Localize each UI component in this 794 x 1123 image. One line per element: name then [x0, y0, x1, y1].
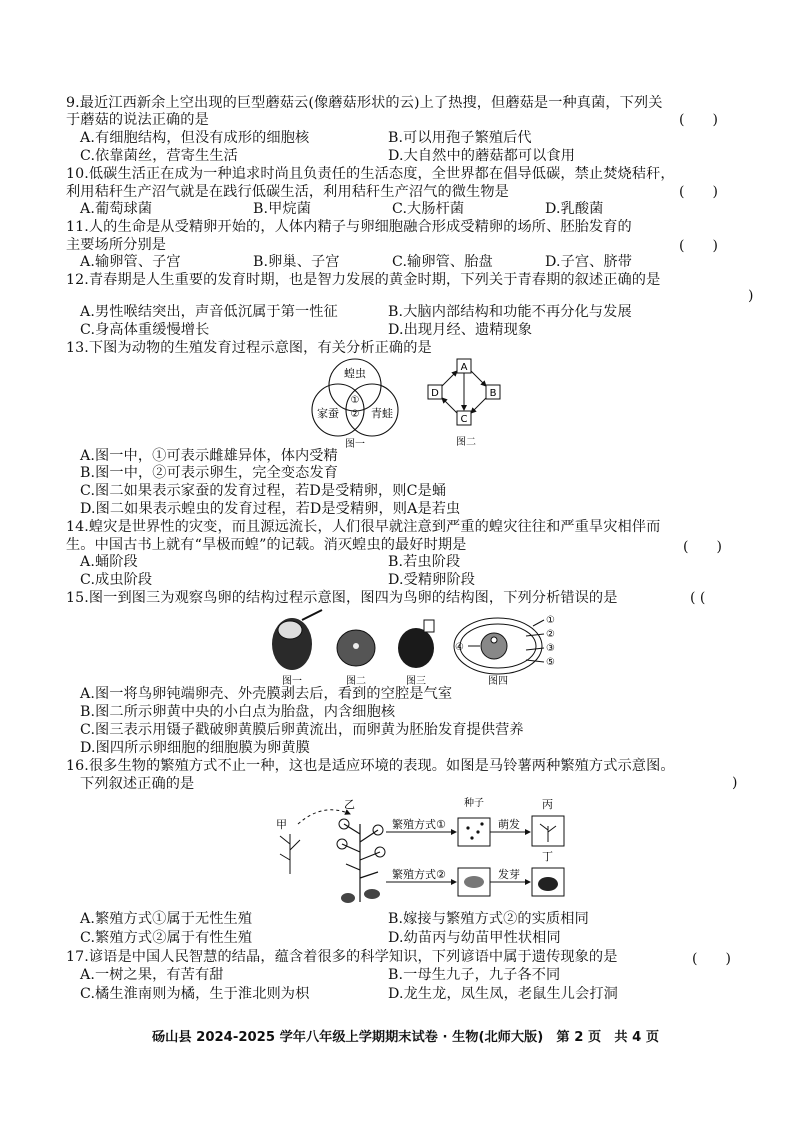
egg-caption-3: 图三 — [406, 676, 426, 687]
q11-option-d: D.子宫、脐带 — [545, 254, 633, 270]
egg-mark-3: ③ — [546, 643, 555, 654]
q11-answer-bracket: ( ) — [679, 238, 718, 254]
q9-option-b: B.可以用孢子繁殖后代 — [388, 130, 532, 146]
ding-sprouted-tuber — [538, 877, 558, 891]
cycle-label-a: A — [460, 362, 468, 373]
q16-stem-line2: 下列叙述正确的是 — [80, 776, 195, 792]
seed-label: 种子 — [464, 798, 484, 809]
q14-option-a: A.蛹阶段 — [80, 554, 138, 570]
potato-tuber-2 — [341, 893, 355, 903]
q9-answer-bracket: ( ) — [679, 112, 718, 128]
q17-option-d: D.龙生龙，凤生凤，老鼠生儿会打洞 — [388, 986, 618, 1002]
q13-stem-line1: 13.下图为动物的生殖发育过程示意图，有关分析正确的是 — [66, 340, 432, 356]
q12-option-c: C.身高体重缓慢增长 — [80, 322, 210, 338]
q9-stem-line2: 于蘑菇的说法正确的是 — [66, 112, 209, 128]
q10-stem-line1: 10.低碳生活正在成为一种追求时尚且负责任的生活态度，全世界都在倡导低碳，禁止焚烧秸秆， — [66, 166, 675, 182]
q11-option-c: C.输卵管、胎盘 — [392, 254, 493, 270]
q11-stem-line2: 主要场所分别是 — [66, 237, 167, 253]
venn-mark-2: ② — [350, 409, 360, 420]
egg-caption-2: 图二 — [346, 676, 366, 687]
q15-option-b: B.图二所示卵黄中央的小白点为胎盘，内含细胞核 — [80, 704, 396, 720]
q17-answer-bracket: ( ) — [692, 951, 731, 967]
seed-dot-3 — [470, 836, 473, 839]
page-footer: 砀山县 2024-2025 学年八年级上学期期末试卷 · 生物(北师大版) 第 2 页 共 4 页 — [152, 1030, 660, 1045]
q12-stem-line1: 12.青春期是人生重要的发育时期，也是智力发展的黄金时期，下列关于青春期的叙述正确的是 — [66, 272, 661, 288]
tuber-piece — [464, 876, 484, 888]
potato-seedling-jia — [280, 834, 300, 874]
cycle-arrow-cd — [442, 398, 457, 413]
seed-box — [458, 818, 490, 846]
q14-answer-bracket: ( ) — [683, 539, 722, 555]
potato-label-jia: 甲 — [276, 818, 287, 831]
egg-fig3-tweezer — [424, 620, 434, 632]
egg-caption-1: 图一 — [282, 676, 302, 687]
venn-label-frog: 青蛙 — [371, 407, 393, 420]
q9-option-a: A.有细胞结构，但没有成形的细胞核 — [80, 130, 310, 146]
q15-option-a: A.图一将鸟卵钝端卵壳、外壳膜剥去后，看到的空腔是气室 — [80, 686, 453, 702]
q13-figure-1-venn — [300, 355, 410, 453]
q10-stem-line2: 利用秸秆生产沼气就是在践行低碳生活，利用秸秆生产沼气的微生物是 — [66, 184, 509, 200]
egg-mark-4: ④ — [455, 642, 464, 653]
potato-dashed-arrow — [298, 810, 350, 824]
egg-fig3-yolk — [398, 628, 434, 668]
q12-option-d: D.出现月经、遗精现象 — [388, 322, 533, 338]
q12-option-a: A.男性喉结突出，声音低沉属于第一性征 — [80, 304, 338, 320]
cycle-arrow-da — [442, 371, 457, 386]
egg-mark-2: ② — [546, 629, 555, 640]
q14-stem-line2: 生。中国古书上就有“旱极而蝗”的记载。消灭蝗虫的最好时期是 — [66, 537, 467, 553]
way2-label: 繁殖方式② — [392, 868, 446, 881]
q10-option-d: D.乳酸菌 — [545, 201, 604, 217]
venn-label-locust: 蝗虫 — [344, 367, 366, 380]
q14-option-d: D.受精卵阶段 — [388, 572, 476, 588]
q16-stem-line1: 16.很多生物的繁殖方式不止一种，这也是适应环境的表现。如图是马铃薯两种繁殖方式示意图。 — [66, 758, 675, 774]
cycle-label-d: D — [431, 388, 439, 399]
q11-option-a: A.输卵管、子宫 — [80, 254, 181, 270]
q11-stem-line1: 11.人的生命是从受精卵开始的，人体内精子与卵细胞融合形成受精卵的场所、胚胎发育的 — [66, 219, 632, 235]
cycle-label-b: B — [489, 388, 497, 399]
q14-option-c: C.成虫阶段 — [80, 572, 153, 588]
q9-option-d: D.大自然中的蘑菇都可以食用 — [388, 148, 576, 164]
q16-option-d: D.幼苗丙与幼苗甲性状相同 — [388, 930, 561, 946]
egg-fig4-pointer-1 — [533, 620, 544, 626]
q10-option-a: A.葡萄球菌 — [80, 201, 153, 217]
q13-figure-2-cycle — [420, 355, 512, 451]
q15-answer-bracket: ( ( — [690, 590, 706, 606]
fig2-caption: 图二 — [456, 437, 476, 448]
q14-stem-line1: 14.蝗灾是世界性的灾变，而且源远流长，人们很早就注意到严重的蝗灾往往和严重旱灾相伴而 — [66, 519, 661, 535]
egg-fig4-germinal-disc — [491, 637, 497, 643]
potato-label-bing: 丙 — [542, 798, 553, 811]
cycle-arrow-bc — [471, 398, 486, 413]
q15-egg-figures — [268, 606, 560, 688]
egg-fig1-air-space — [278, 621, 302, 639]
q15-stem-line1: 15.图一到图三为观察鸟卵的结构过程示意图，图四为鸟卵的结构图，下列分析错误的是 — [66, 590, 618, 606]
potato-label-yi: 乙 — [344, 798, 355, 811]
q17-option-a: A.一树之果，有苦有甜 — [80, 967, 224, 983]
q11-option-b: B.卵巢、子宫 — [253, 254, 340, 270]
q17-stem-line1: 17.谚语是中国人民智慧的结晶，蕴含着很多的科学知识，下列谚语中属于遗传现象的是 — [66, 949, 618, 965]
q17-option-c: C.橘生淮南则为橘，生于淮北则为枳 — [80, 986, 310, 1002]
cycle-arrow-ab — [471, 371, 486, 386]
egg-mark-5: ⑤ — [546, 657, 555, 668]
q10-answer-bracket: ( ) — [679, 184, 718, 200]
q15-option-c: C.图三表示用镊子戳破卵黄膜后卵黄流出，而卵黄为胚胎发育提供营养 — [80, 722, 524, 738]
q12-answer-bracket: ) — [748, 288, 754, 304]
q17-option-b: B.一母生九子，九子各不同 — [388, 967, 561, 983]
q15-option-d: D.图四所示卵细胞的细胞膜为卵黄膜 — [80, 740, 310, 756]
q13-option-a: A.图一中，①可表示雌雄异体，体内受精 — [80, 448, 338, 464]
cycle-label-c: C — [460, 414, 468, 425]
way1-label: 繁殖方式① — [392, 818, 446, 831]
q12-option-b: B.大脑内部结构和功能不再分化与发展 — [388, 304, 632, 320]
egg-fig1-tweezer — [302, 610, 322, 620]
q16-option-a: A.繁殖方式①属于无性生殖 — [80, 911, 253, 927]
q13-option-b: B.图一中，②可表示卵生，完全变态发育 — [80, 465, 339, 481]
q9-option-c: C.依靠菌丝，营寄生生活 — [80, 148, 238, 164]
q9-stem-line1: 9.最近江西新余上空出现的巨型蘑菇云(像蘑菇形状的云)上了热搜，但蘑菇是一种真菌，下列关 — [66, 95, 663, 111]
q13-option-c: C.图二如果表示家蚕的发育过程，若D是受精卵，则C是蛹 — [80, 483, 447, 499]
seed-dot-1 — [466, 826, 469, 829]
q16-option-b: B.嫁接与繁殖方式②的实质相同 — [388, 911, 589, 927]
q16-potato-figure — [268, 794, 568, 910]
q14-option-b: B.若虫阶段 — [388, 554, 461, 570]
egg-caption-4: 图四 — [488, 676, 508, 687]
seed-dot-2 — [476, 830, 479, 833]
seed-dot-4 — [480, 822, 483, 825]
potato-tuber-1 — [364, 889, 380, 899]
germ2-label: 发芽 — [498, 868, 520, 881]
q13-option-d: D.图二如果表示蝗虫的发育过程，若D是受精卵，则A是若虫 — [80, 501, 461, 517]
egg-fig2-germinal-disc — [353, 643, 359, 649]
egg-fig4-pointer-2 — [526, 634, 544, 636]
germ1-label: 萌发 — [498, 818, 520, 831]
q10-option-b: B.甲烷菌 — [253, 201, 311, 217]
q16-option-c: C.繁殖方式②属于有性生殖 — [80, 930, 253, 946]
q10-option-c: C.大肠杆菌 — [392, 201, 465, 217]
venn-label-silkworm: 家蚕 — [317, 407, 339, 420]
egg-mark-1: ① — [546, 615, 555, 626]
fig1-caption: 图一 — [345, 439, 365, 450]
potato-label-ding: 丁 — [542, 850, 553, 863]
q16-answer-bracket: ) — [732, 775, 738, 791]
venn-mark-1: ① — [350, 395, 360, 406]
